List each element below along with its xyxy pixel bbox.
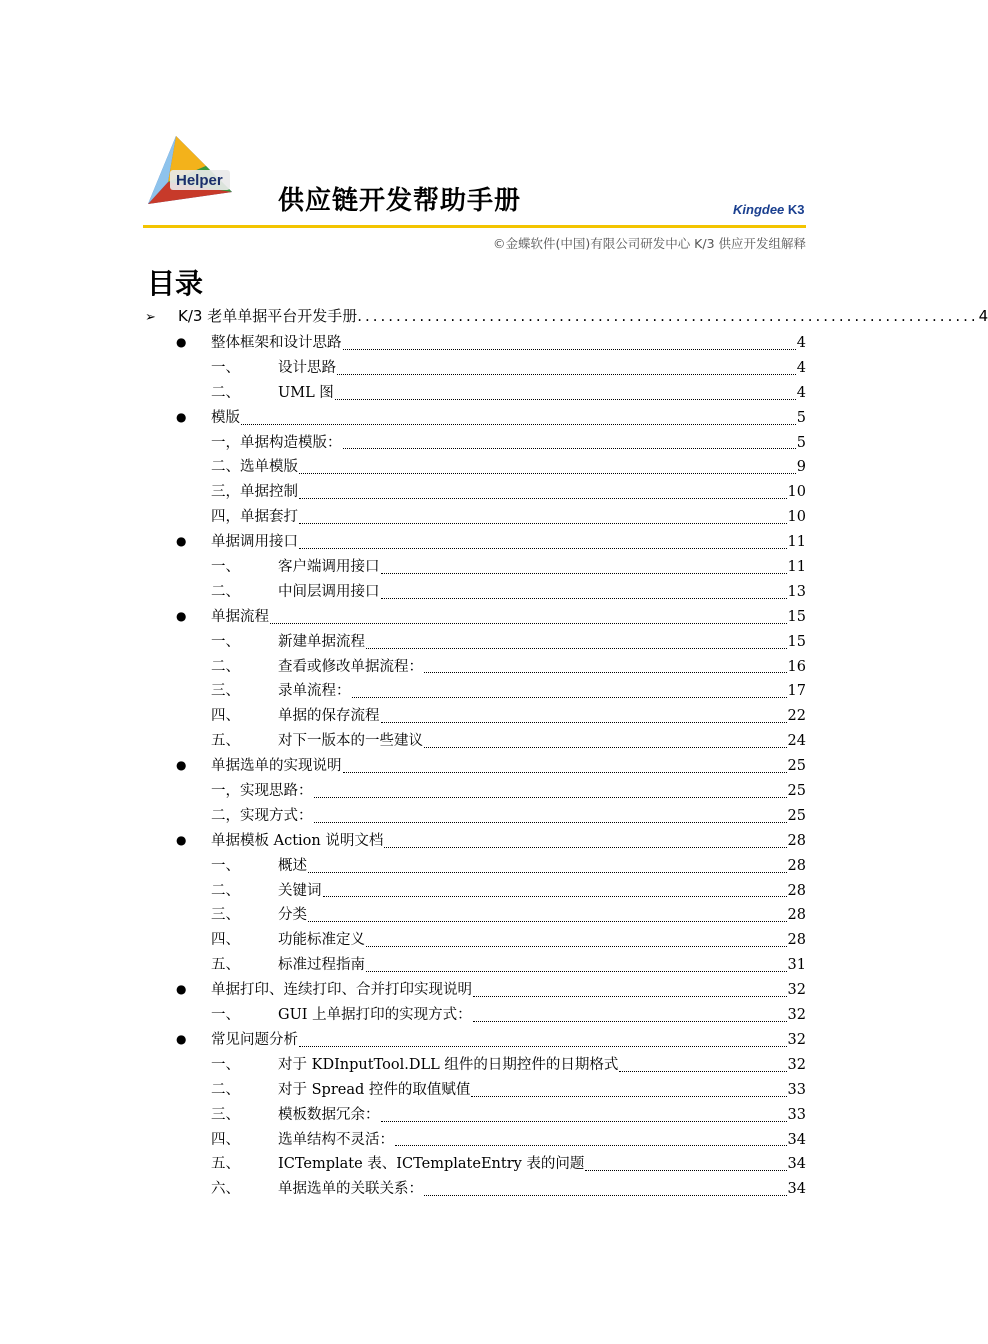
toc-page-number: 10 [787,484,806,501]
toc-heading: 目录 [147,267,204,300]
toc-entry-number: 二、 [211,384,240,401]
toc-entry-number: 二、 [211,583,240,600]
toc-entry[interactable] [143,729,806,754]
toc-entry[interactable] [143,630,806,655]
toc-entry-number: 一、 [211,559,240,576]
toc-entry[interactable] [143,381,806,406]
dot-leader [323,895,787,897]
toc-entry[interactable] [143,704,806,729]
toc-entry[interactable] [143,1177,806,1202]
toc-entry-number: 五、 [211,733,240,750]
toc-page-number: 22 [787,708,806,725]
toc-entry[interactable] [143,679,806,704]
dot-leader: ................................................................................ [357,307,979,325]
dot-leader [471,1095,786,1097]
toc-entry[interactable] [143,505,806,530]
toc-page-number: 28 [787,907,806,924]
toc-entry[interactable] [143,1003,806,1028]
toc-page-number: 5 [796,409,806,426]
toc-entry-label: 单据选单的实现说明 [211,758,342,775]
toc-entry-number: 五、 [211,957,240,974]
toc-entry[interactable] [143,928,806,953]
toc-entry-label: ICTemplate 表、ICTemplateEntry 表的问题 [278,1156,585,1173]
bullet-icon: ● [176,608,187,623]
toc-entry-label: 查看或修改单据流程： [278,658,423,675]
toc-entry[interactable] [143,1053,806,1078]
dot-leader [299,1045,787,1047]
dot-leader [308,920,787,922]
toc-entry[interactable] [143,480,806,505]
dot-leader [585,1169,786,1171]
dot-leader [424,671,787,673]
dot-leader [366,970,787,972]
toc-page-number: 4 [796,359,806,376]
dot-leader [473,1020,787,1022]
toc-entry[interactable] [143,455,806,480]
dot-leader [366,945,787,947]
dot-leader [384,846,786,848]
toc-entry[interactable] [143,530,806,555]
toc-entry-number: 五、 [211,1156,240,1173]
bullet-icon: ● [176,1031,187,1046]
toc-entry-label: 标准过程指南 [278,957,365,974]
toc-page-number: 28 [787,832,806,849]
toc-page-number: 25 [787,807,806,824]
toc-entry[interactable] [143,829,806,854]
toc-page-number: 34 [787,1131,806,1148]
toc-entry-label: 模板数据冗余： [278,1106,380,1123]
toc-page-number: 4 [978,307,988,325]
toc-entry-number: 六、 [211,1181,240,1198]
toc-entry-label: 选单结构不灵活： [278,1131,394,1148]
bullet-icon: ● [176,982,187,997]
toc-entry-label: 概述 [278,857,307,874]
dot-leader [381,1120,787,1122]
bullet-icon: ● [176,409,187,424]
toc-entry-label: 单据流程 [211,608,269,625]
toc-page-number: 32 [787,982,806,999]
toc-entry[interactable] [143,804,806,829]
helper-logo [146,134,234,210]
toc-entry[interactable] [143,1103,806,1128]
toc-page-number: 13 [787,583,806,600]
bullet-icon: ● [176,335,187,349]
dot-leader [335,398,796,400]
toc-page-number: 10 [787,509,806,526]
toc-page-number: 16 [787,658,806,675]
toc-entry-label: 单据选单的关联关系： [278,1181,423,1198]
toc-entry-label: 常见问题分析 [211,1031,298,1048]
toc-entry[interactable] [143,978,806,1003]
dot-leader [314,821,787,823]
toc-page-number: 9 [796,459,806,476]
toc-entry-label: 单据调用接口 [211,534,298,551]
arrow-bullet-icon: ➢ [145,310,156,325]
dot-leader [381,721,787,723]
toc-entry[interactable] [143,655,806,680]
toc-entry-number: 三、 [211,683,240,700]
dot-leader [343,771,787,773]
dot-leader [473,995,787,997]
dot-leader [366,647,787,649]
toc-page-number: 32 [787,1007,806,1024]
toc-entry[interactable] [143,1078,806,1103]
toc-page-number: 15 [787,633,806,650]
toc-entry-number: 四、 [211,932,240,949]
toc-page-number: 4 [796,384,806,401]
toc-entry[interactable] [143,903,806,928]
toc-entry[interactable] [143,406,806,431]
dot-leader [299,522,787,524]
dot-leader [299,497,787,499]
toc-entry[interactable] [143,879,806,904]
toc-page-number: 11 [787,534,806,551]
toc-entry-label: 一，单据构造模版： [211,434,342,451]
brand-name: Kingdee [733,202,785,217]
toc-page-number: 11 [787,559,806,576]
toc-page-number: 33 [787,1106,806,1123]
toc-entry[interactable] [143,754,806,779]
toc-entry[interactable] [143,953,806,978]
toc-entry-number: 一、 [211,857,240,874]
toc-entry-label: 客户端调用接口 [278,559,380,576]
toc-page-number: 28 [787,932,806,949]
dot-leader [381,597,787,599]
dot-leader [381,572,787,574]
toc-entry-number: 二、 [211,658,240,675]
toc-entry-number: 一、 [211,1056,240,1073]
logo-text: Helper [176,172,223,189]
toc-entry-label: 对于 Spread 控件的取值赋值 [278,1081,471,1098]
dot-leader [343,447,796,449]
dot-leader [424,1194,787,1196]
toc-entry-label: 一，实现思路： [211,783,313,800]
toc-entry-number: 一、 [211,1007,240,1024]
dot-leader [352,696,787,698]
toc-entry-label: 单据打印、连续打印、合并打印实现说明 [211,982,472,999]
toc-page-number: 32 [787,1031,806,1048]
dot-leader [241,423,796,425]
dot-leader [314,796,787,798]
toc-entry[interactable] [143,605,806,630]
toc-entry-number: 二、 [211,1081,240,1098]
toc-page-number: 34 [787,1181,806,1198]
toc-page-number: 33 [787,1081,806,1098]
toc-page-number: 4 [796,335,806,351]
bullet-icon: ● [176,534,187,549]
toc-entry[interactable] [143,555,806,580]
toc-entry-label: 对于 KDInputTool.DLL 组件的日期控件的日期格式 [278,1056,619,1073]
dot-leader [343,348,796,350]
toc-entry-label: 二，实现方式： [211,807,313,824]
toc-entry[interactable] [143,1128,806,1153]
toc-page-number: 34 [787,1156,806,1173]
dot-leader [619,1070,786,1072]
toc-entry-label: 二、选单模版 [211,459,298,476]
toc-entry-label: 对下一版本的一些建议 [278,733,423,750]
toc-entry[interactable] [143,305,988,331]
toc-entry-label: 单据的保存流程 [278,708,380,725]
toc-entry-label: GUI 上单据打印的实现方式： [278,1007,472,1024]
toc-entry-number: 三、 [211,1106,240,1123]
toc-page-number: 32 [787,1056,806,1073]
toc-entry-label: 三，单据控制 [211,484,298,501]
toc-entry-number: 一、 [211,633,240,650]
toc-entry-label: 整体框架和设计思路 [211,335,342,351]
dot-leader [308,871,787,873]
toc-entry-label: 功能标准定义 [278,932,365,949]
toc-page-number: 15 [787,608,806,625]
toc-entry-label: 新建单据流程 [278,633,365,650]
dot-leader [424,746,787,748]
toc-entry-label: UML 图 [278,384,334,401]
toc-page-number: 25 [787,758,806,775]
toc-entry[interactable] [143,1028,806,1053]
toc-entry[interactable] [143,779,806,804]
document-title: 供应链开发帮助手册 [278,186,522,216]
toc-page-number: 24 [787,733,806,750]
toc-entry-label: 关键词 [278,882,322,899]
kingdee-brand [733,202,805,217]
toc-entry-number: 二、 [211,882,240,899]
toc-entry[interactable] [143,1152,806,1177]
dot-leader [299,547,787,549]
toc-page-number: 28 [787,882,806,899]
toc-entry[interactable] [143,431,806,456]
brand-suffix: K3 [787,202,805,217]
toc-entry-label: 模版 [211,409,240,426]
dot-leader [270,622,787,624]
toc-entry-label: 中间层调用接口 [278,583,380,600]
dot-leader [337,373,796,375]
toc-entry-number: 四、 [211,708,240,725]
copyright-line: ©金蝶软件(中国)有限公司研发中心 K/3 供应开发组解释 [492,236,806,251]
toc-entry-label: 设计思路 [278,359,336,376]
toc-entry-label: 四，单据套打 [211,509,298,526]
toc-entry[interactable] [143,331,806,356]
toc-page-number: 17 [787,683,806,700]
bullet-icon: ● [176,758,187,773]
toc-entry-label: 录单流程： [278,683,351,700]
toc-entry-label: K/3 老单单据平台开发手册 [178,307,358,325]
toc-entry-number: 三、 [211,907,240,924]
toc-entry[interactable] [143,356,806,381]
dot-leader [395,1144,787,1146]
toc-page-number: 31 [787,957,806,974]
toc-entry-label: 单据模板 Action 说明文档 [211,832,384,849]
toc-page-number: 5 [796,434,806,451]
toc-page-number: 25 [787,783,806,800]
toc-page-number: 28 [787,857,806,874]
header-rule [143,225,806,228]
dot-leader [299,472,796,474]
toc-entry-number: 一、 [211,359,240,376]
toc-entry[interactable] [143,854,806,879]
toc-entry[interactable] [143,580,806,605]
table-of-contents [143,305,988,1202]
bullet-icon: ● [176,832,187,847]
toc-entry-label: 分类 [278,907,307,924]
toc-entry-number: 四、 [211,1131,240,1148]
